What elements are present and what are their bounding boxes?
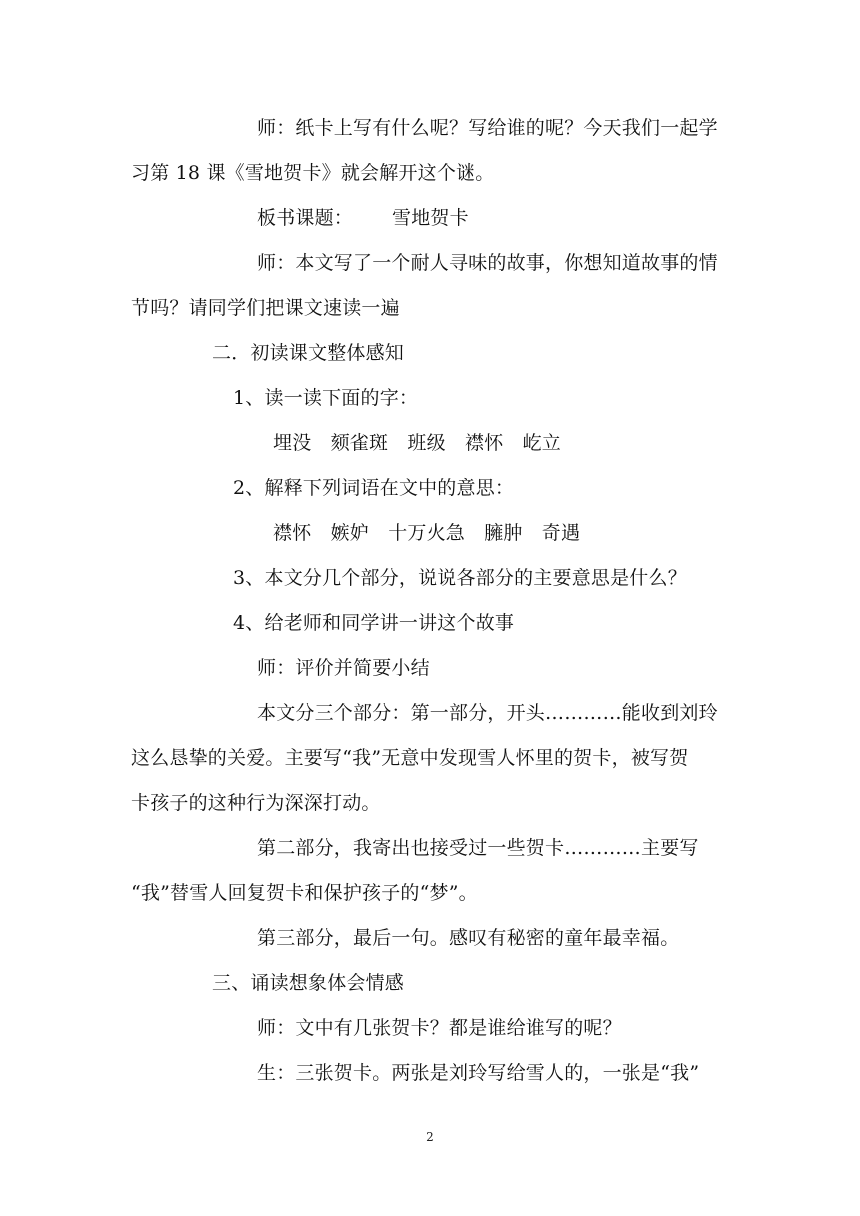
paragraph-line: 第二部分，我寄出也接受过一些贺卡…………主要写 (257, 837, 699, 859)
list-item: 1、读一读下面的字： (233, 387, 419, 409)
board-title: 雪地贺卡 (392, 207, 469, 229)
paragraph-line: 节吗？请同学们把课文速读一遍 (131, 297, 400, 319)
section-heading: 三、诵读想象体会情感 (212, 972, 405, 994)
paragraph-line: 板书课题： (257, 207, 354, 229)
paragraph-line: 卡孩子的这种行为深深打动。 (131, 792, 381, 814)
section-heading: 二．初读课文整体感知 (212, 342, 405, 364)
paragraph-line: 师：纸卡上写有什么呢？写给谁的呢？今天我们一起学 (257, 117, 718, 139)
list-item: 3、本文分几个部分，说说各部分的主要意思是什么？ (233, 567, 687, 589)
paragraph-line: 师：评价并简要小结 (257, 657, 430, 679)
paragraph-line: 第三部分，最后一句。感叹有秘密的童年最幸福。 (257, 927, 680, 949)
paragraph-line: “我”替雪人回复贺卡和保护孩子的“梦”。 (131, 882, 478, 904)
word-list: 襟怀 嫉妒 十万火急 臃肿 奇遇 (273, 522, 581, 544)
paragraph-line: 这么恳挚的关爱。主要写“我”无意中发现雪人怀里的贺卡，被写贺 (131, 747, 689, 769)
word-list: 埋没 颏雀斑 班级 襟怀 屹立 (273, 432, 562, 454)
paragraph-line: 师：文中有几张贺卡？都是谁给谁写的呢？ (257, 1017, 622, 1039)
list-item: 4、给老师和同学讲一讲这个故事 (233, 612, 515, 634)
paragraph-line: 本文分三个部分：第一部分，开头…………能收到刘玲 (257, 702, 718, 724)
paragraph-line: 师：本文写了一个耐人寻味的故事，你想知道故事的情 (257, 252, 718, 274)
list-item: 2、解释下列词语在文中的意思： (233, 477, 515, 499)
page-number: 2 (426, 1130, 434, 1144)
paragraph-line: 习第 18 课《雪地贺卡》就会解开这个谜。 (131, 162, 495, 184)
paragraph-line: 生：三张贺卡。两张是刘玲写给雪人的，一张是“我” (257, 1062, 700, 1084)
